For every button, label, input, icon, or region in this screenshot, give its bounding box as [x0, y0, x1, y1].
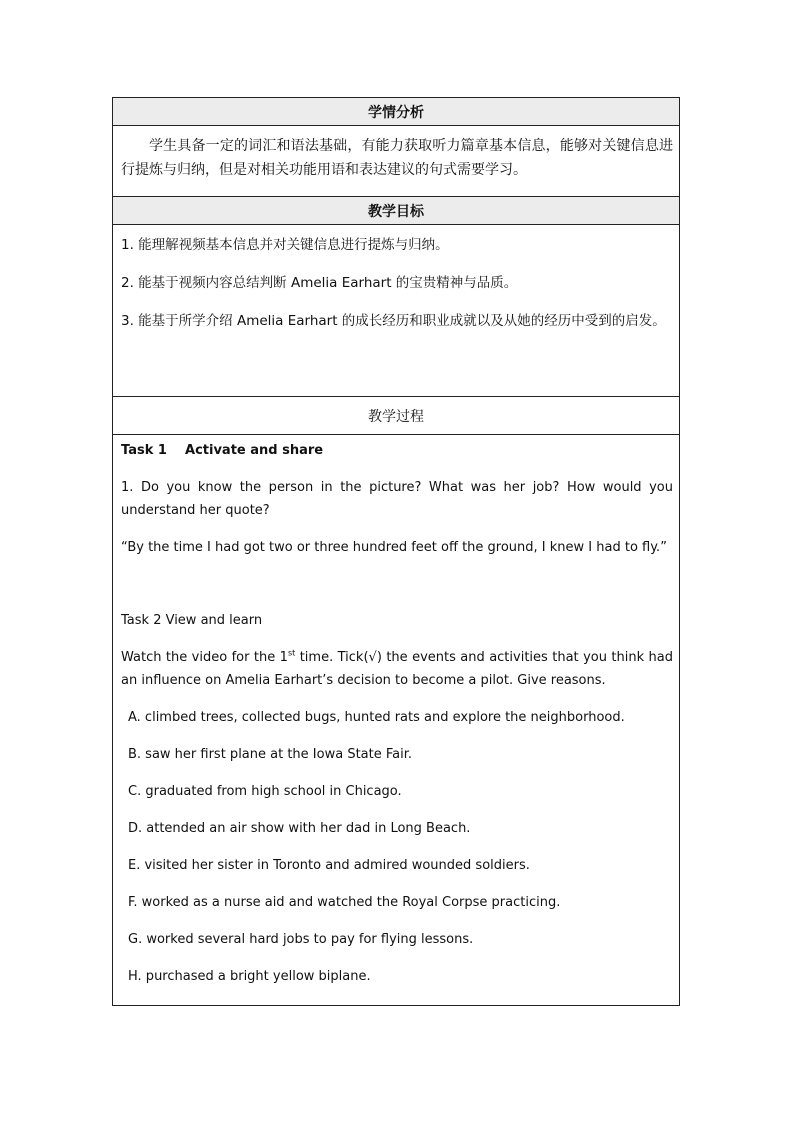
- goals-content: [113, 225, 679, 397]
- option-item: B. saw her first plane at the Iowa State Fair.: [128, 747, 413, 762]
- lesson-plan-table: [112, 97, 680, 1006]
- analysis-text: 学生具备一定的词汇和语法基础，有能力获取听力篇章基本信息，能够对关键信息进行提炼与归纳，但是对相关功能用语和表达建议的句式需要学习。: [121, 138, 673, 178]
- task2-instruction-start: Watch the video for the 1: [121, 650, 288, 665]
- analysis-content: [113, 126, 679, 197]
- task1-heading: Task 1 Activate and share: [121, 443, 324, 458]
- option-item: H. purchased a bright yellow biplane.: [128, 969, 371, 984]
- option-item: C. graduated from high school in Chicago.: [128, 784, 402, 799]
- analysis-title: 学情分析: [368, 104, 424, 121]
- goals-title: 教学目标: [368, 203, 424, 220]
- process-header: [113, 397, 679, 435]
- goals-header: [113, 197, 679, 225]
- goal-item: 1. 能理解视频基本信息并对关键信息进行提炼与归纳。: [121, 237, 449, 253]
- goal-item: 3. 能基于所学介绍 Amelia Earhart 的成长经历和职业成就以及从她的经历中受到的启发。: [121, 313, 666, 329]
- task1-question: 1. Do you know the person in the picture? What was her job? How would you understand her quote?: [121, 480, 673, 518]
- task2-heading: Task 2 View and learn: [121, 613, 263, 628]
- task2-instruction-end: time. Tick(√) the events and activities that you think had an influence on Amelia Earhart’s decision to become a pilot. Give reasons.: [121, 650, 673, 688]
- option-item: G. worked several hard jobs to pay for flying lessons.: [128, 932, 474, 947]
- task1-quote: “By the time I had got two or three hundred feet off the ground, I knew I had to fly.”: [121, 540, 667, 555]
- option-item: E. visited her sister in Toronto and admired wounded soldiers.: [128, 858, 530, 873]
- process-title: 教学过程: [368, 408, 424, 425]
- analysis-header: [113, 98, 679, 126]
- task2-instruction: [121, 646, 673, 692]
- option-item: D. attended an air show with her dad in Long Beach.: [128, 821, 471, 836]
- option-item: A. climbed trees, collected bugs, hunted rats and explore the neighborhood.: [128, 710, 625, 725]
- option-item: F. worked as a nurse aid and watched the Royal Corpse practicing.: [128, 895, 561, 910]
- goal-item: 2. 能基于视频内容总结判断 Amelia Earhart 的宝贵精神与品质。: [121, 275, 518, 291]
- process-content: [113, 435, 679, 1005]
- task2-instruction-superscript: st: [287, 648, 296, 658]
